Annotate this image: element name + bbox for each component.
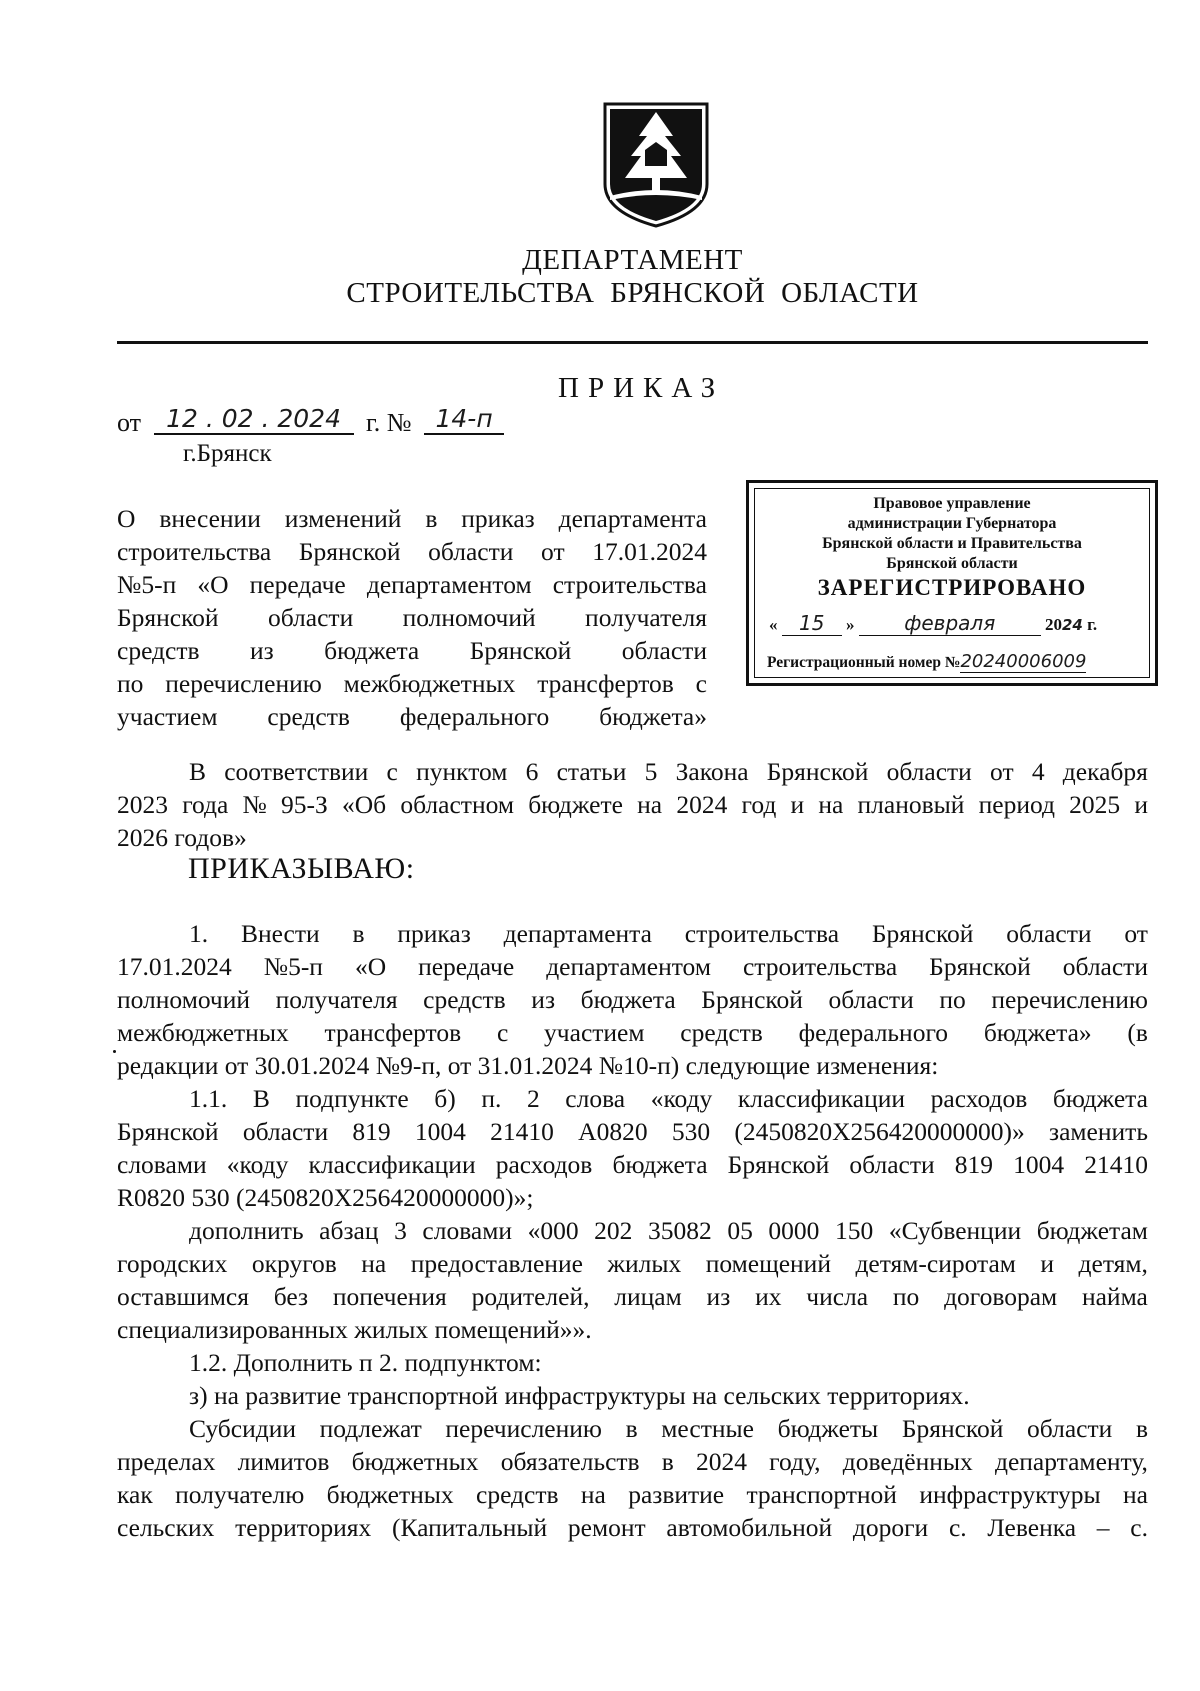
order-date-number-line bbox=[117, 404, 504, 439]
body-line: 1.1. В подпункте б) п. 2 слова «коду классификации расходов бюджета bbox=[189, 1084, 1148, 1113]
stamp-reg-number: 20240006009 bbox=[960, 651, 1087, 672]
stamp-line: администрации Губернатора bbox=[847, 515, 1057, 532]
body-line: 17.01.2024 №5-п «О передаче департаментом строительства Брянской области bbox=[117, 952, 1148, 981]
body-line: з) на развитие транспортной инфраструктуры на сельских территориях. bbox=[189, 1381, 970, 1410]
body-line: межбюджетных трансфертов с участием средств федерального бюджета» (в bbox=[117, 1018, 1148, 1047]
stamp-reg-number-row bbox=[767, 651, 1086, 672]
from-label: от bbox=[117, 408, 142, 437]
preamble-line: 2023 года № 95-З «Об областном бюджете на 2024 год и на плановый период 2025 и bbox=[117, 790, 1148, 819]
body-line: 1.2. Дополнить п 2. подпунктом: bbox=[189, 1348, 542, 1377]
stamp-registered: ЗАРЕГИСТРИРОВАНО bbox=[817, 575, 1087, 600]
subject-line: строительства Брянской области от 17.01.2024 bbox=[117, 537, 707, 566]
stamp-year-suffix: г. bbox=[1087, 615, 1098, 634]
scan-mark bbox=[113, 1050, 116, 1053]
body-line: дополнить абзац 3 словами «000 202 35082 05 0000 150 «Субвенции бюджетам bbox=[189, 1216, 1148, 1245]
stamp-inner-frame bbox=[754, 488, 1150, 678]
handwritten-order-number: 14-п bbox=[424, 404, 504, 435]
coat-of-arms-icon bbox=[601, 100, 711, 228]
subject-line: Брянской области полномочий получателя bbox=[117, 603, 707, 632]
body-line: R0820 530 (2450820Х256420000000)»; bbox=[117, 1183, 534, 1212]
body-line: Субсидии подлежат перечислению в местные бюджеты Брянской области в bbox=[189, 1414, 1148, 1443]
stamp-open-quote: « bbox=[769, 615, 778, 634]
body-line: как получателю бюджетных средств на развитие транспортной инфраструктуры на bbox=[117, 1480, 1148, 1509]
stamp-line: Брянской области bbox=[886, 555, 1018, 572]
order-subject bbox=[117, 502, 707, 733]
year-number-label: г. № bbox=[366, 408, 412, 437]
subject-line: №5-п «О передаче департаментом строительства bbox=[117, 570, 707, 599]
city: г.Брянск bbox=[183, 440, 272, 467]
body-line: полномочий получателя средств из бюджета Брянской области по перечислению bbox=[117, 985, 1148, 1014]
handwritten-date: 12 . 02 . 2024 bbox=[154, 404, 354, 435]
stamp-date-row bbox=[769, 611, 1141, 636]
body-line: Брянской области 819 1004 21410 А0820 530 (2450820Х256420000000)» заменить bbox=[117, 1117, 1148, 1146]
stamp-day: 15 bbox=[782, 611, 842, 636]
command-heading: ПРИКАЗЫВАЮ: bbox=[188, 852, 415, 885]
body-line: пределах лимитов бюджетных обязательств в 2024 году, доведённых департаменту, bbox=[117, 1447, 1148, 1476]
preamble-line: 2026 годов» bbox=[117, 823, 247, 852]
stamp-month: февраля bbox=[859, 611, 1041, 636]
body-line: сельских территориях (Капитальный ремонт автомобильной дороги с. Левенка – с. bbox=[117, 1513, 1148, 1542]
body-line: специализированных жилых помещений»». bbox=[117, 1315, 592, 1344]
order-body bbox=[117, 917, 1148, 1544]
order-title: ПРИКАЗ bbox=[558, 372, 725, 404]
registration-stamp bbox=[746, 480, 1158, 686]
header-divider bbox=[117, 341, 1148, 344]
department-name-line1: ДЕПАРТАМЕНТ bbox=[522, 244, 743, 276]
subject-line: О внесении изменений в приказ департамента bbox=[117, 504, 707, 533]
body-line: 1. Внести в приказ департамента строительства Брянской области от bbox=[189, 919, 1148, 948]
subject-line: по перечислению межбюджетных трансфертов с bbox=[117, 669, 707, 698]
stamp-close-quote: » bbox=[846, 615, 855, 634]
preamble bbox=[117, 755, 1148, 854]
body-line: оставшимся без попечения родителей, лицам из их числа по договорам найма bbox=[117, 1282, 1148, 1311]
body-line: редакции от 30.01.2024 №9-п, от 31.01.2024 №10-п) следующие изменения: bbox=[117, 1051, 939, 1080]
stamp-line: Брянской области и Правительства bbox=[822, 535, 1082, 552]
subject-line: средств из бюджета Брянской области bbox=[117, 636, 707, 665]
body-line: словами «коду классификации расходов бюджета Брянской области 819 1004 21410 bbox=[117, 1150, 1148, 1179]
subject-line: участием средств федерального бюджета» bbox=[117, 702, 707, 731]
stamp-reg-label: Регистрационный номер № bbox=[767, 654, 961, 671]
preamble-line: В соответствии с пунктом 6 статьи 5 Закона Брянской области от 4 декабря bbox=[189, 757, 1148, 786]
stamp-line: Правовое управление bbox=[873, 495, 1031, 512]
stamp-year-prefix: 20 bbox=[1045, 615, 1062, 634]
body-line: городских округов на предоставление жилых помещений детям-сиротам и детям, bbox=[117, 1249, 1148, 1278]
stamp-year: 24 bbox=[1062, 616, 1083, 634]
department-name-line2: СТРОИТЕЛЬСТВА БРЯНСКОЙ ОБЛАСТИ bbox=[346, 277, 919, 309]
